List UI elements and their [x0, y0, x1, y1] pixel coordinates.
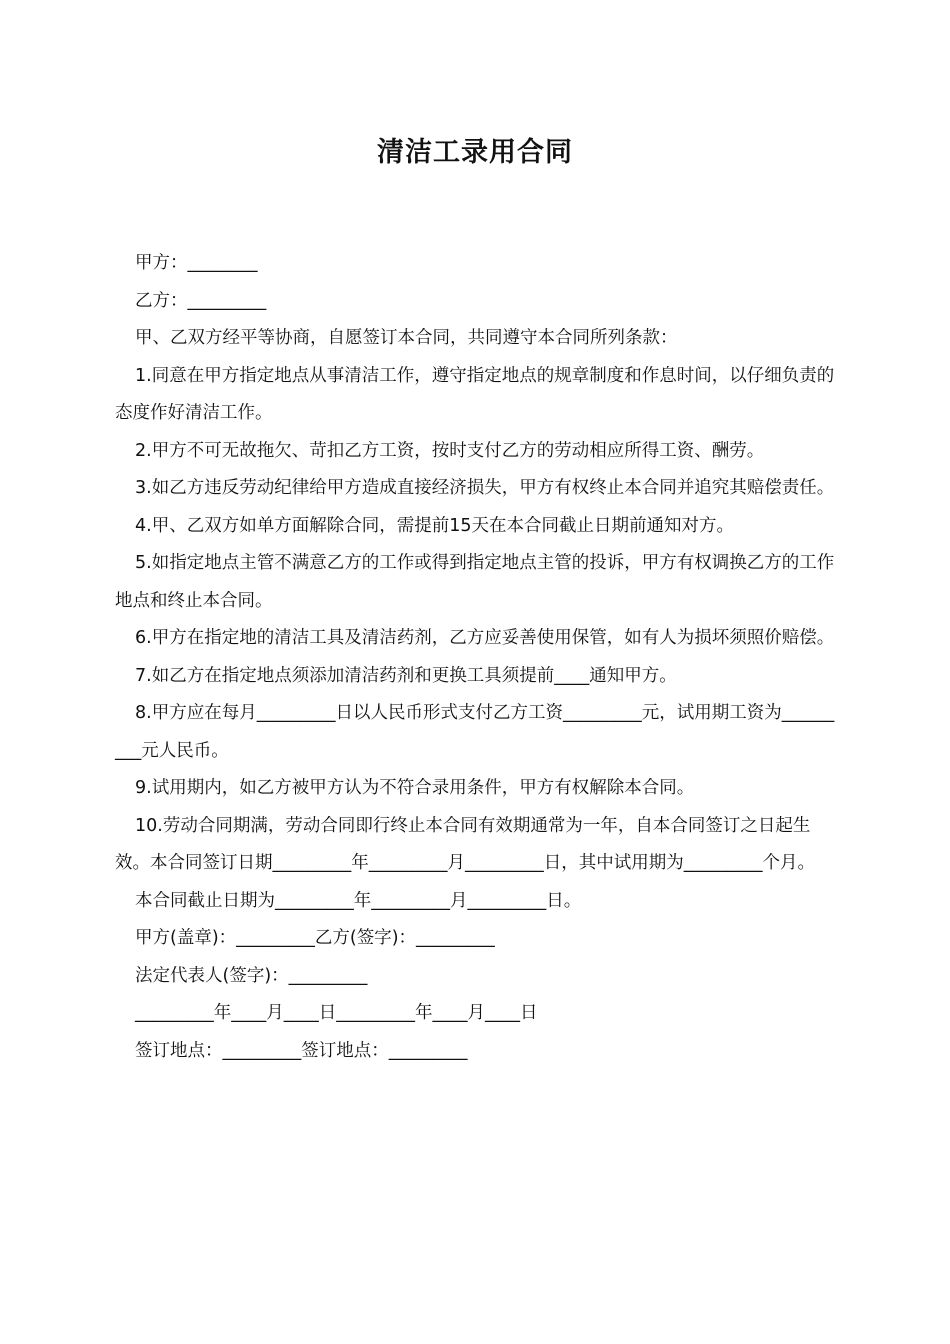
party-a-line: 甲方：________: [135, 253, 258, 273]
clause-9: 9.试用期内，如乙方被甲方认为不符合录用条件，甲方有权解除本合同。: [135, 778, 695, 798]
clause-7: 7.如乙方在指定地点须添加清洁药剂和更换工具须提前____通知甲方。: [135, 665, 677, 686]
preamble: 甲、乙双方经平等协商，自愿签订本合同，共同遵守本合同所列条款：: [135, 328, 678, 348]
signing-places-line: 签订地点：_________签订地点：_________: [135, 1040, 468, 1061]
clause-3: 3.如乙方违反劳动纪律给甲方造成直接经济损失，甲方有权终止本合同并追究其赔偿责任。: [135, 478, 835, 498]
clause-6: 6.甲方在指定地的清洁工具及清洁药剂，乙方应妥善使用保管，如有人为损坏须照价赔偿。: [135, 628, 835, 648]
document-body: [115, 245, 837, 1070]
clause-1: 1.同意在甲方指定地点从事清洁工作，遵守指定地点的规章制度和作息时间，以仔细负责的态度作好清洁工作。: [115, 365, 835, 423]
clause-4: 4.甲、乙双方如单方面解除合同，需提前15天在本合同截止日期前通知对方。: [135, 515, 734, 536]
legal-representative-line: 法定代表人(签字)：_________: [135, 965, 368, 986]
clause-5: 5.如指定地点主管不满意乙方的工作或得到指定地点主管的投诉，甲方有权调换乙方的工作地点和终止本合同。: [115, 553, 835, 611]
signing-dates-line: _________年____月____日_________年____月____日: [135, 1003, 538, 1023]
document-title: 清洁工录用合同: [377, 137, 573, 168]
clause-8: 8.甲方应在每月_________日以人民币形式支付乙方工资_________元，试用期工资为_________元人民币。: [115, 703, 835, 761]
signature-parties-line: 甲方(盖章)：_________乙方(签字)：_________: [135, 928, 495, 948]
clause-2: 2.甲方不可无故拖欠、苛扣乙方工资，按时支付乙方的劳动相应所得工资、酬劳。: [135, 440, 765, 461]
clause-10: 10.劳动合同期满，劳动合同即行终止本合同有效期通常为一年，自本合同签订之日起生效。本合同签订日期_________年_________月_________日，其中试用期为_________个月。: [115, 815, 815, 873]
end-date-line: 本合同截止日期为_________年_________月_________日。: [135, 890, 582, 911]
party-b-line: 乙方：_________: [135, 290, 267, 311]
